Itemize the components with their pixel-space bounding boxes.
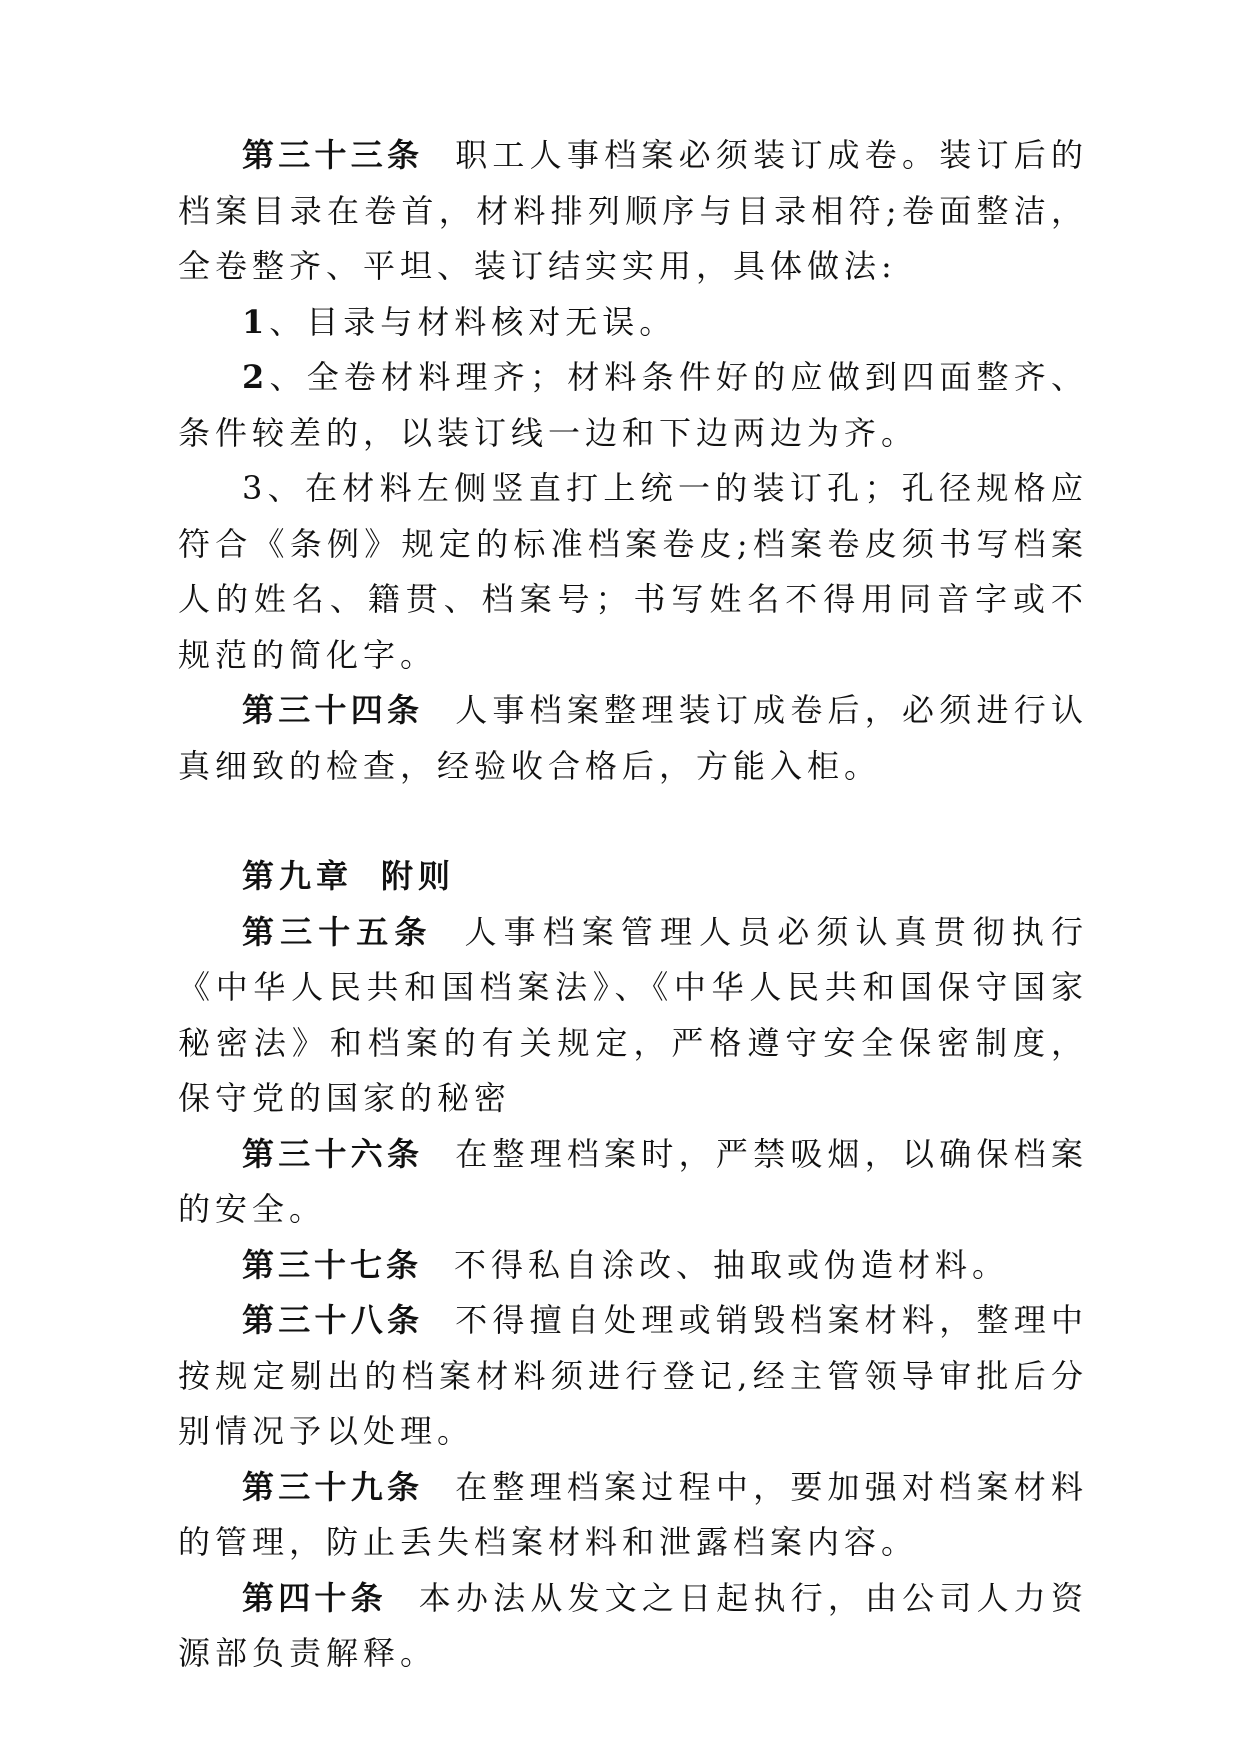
article-body: 在整理档案过程中，要加强对档案材料的管理，防止丢失档案材料和泄露档案内容。 bbox=[178, 1467, 1088, 1561]
item-separator: 、 bbox=[267, 469, 305, 507]
article-title: 第三十九条 bbox=[242, 1467, 424, 1506]
item-separator: 、 bbox=[269, 302, 307, 341]
article-body: 职工人事档案必须装订成卷。装订后的档案目录在卷首，材料排列顺序与目录相符;卷面整洁，全卷整齐、平坦、装订结实实用，具体做法: bbox=[178, 136, 1088, 285]
list-item-2 bbox=[178, 350, 1088, 461]
article-body: 人事档案整理装订成卷后，必须进行认真细致的检查，经验收合格后，方能入柜。 bbox=[178, 691, 1088, 785]
article-title: 第三十六条 bbox=[242, 1134, 424, 1173]
item-text: 目录与材料核对无误。 bbox=[306, 302, 677, 341]
item-number: 2 bbox=[242, 358, 270, 396]
article-38 bbox=[178, 1293, 1088, 1460]
article-35 bbox=[178, 905, 1088, 1127]
article-title: 第三十三条 bbox=[242, 136, 424, 174]
document-page bbox=[178, 128, 1088, 1682]
chapter-name: 附则 bbox=[381, 857, 456, 895]
article-title: 第四十条 bbox=[242, 1578, 387, 1617]
article-title: 第三十四条 bbox=[242, 691, 424, 729]
section-gap bbox=[178, 794, 1088, 849]
article-34 bbox=[178, 683, 1088, 794]
item-number: 3 bbox=[242, 469, 268, 507]
list-item-1 bbox=[178, 295, 1088, 351]
article-body: 不得擅自处理或销毁档案材料，整理中按规定剔出的档案材料须进行登记,经主管领导审批后分别情况予以处理。 bbox=[178, 1301, 1088, 1450]
article-body: 在整理档案时，严禁吸烟，以确保档案的安全。 bbox=[178, 1134, 1088, 1228]
article-33 bbox=[178, 128, 1088, 295]
article-body: 人事档案管理人员必须认真贯彻执行《中华人民共和国档案法》、《中华人民共和国保守国家秘密法》和档案的有关规定，严格遵守安全保密制度，保守党的国家的秘密 bbox=[178, 912, 1088, 1117]
item-text: 在材料左侧竖直打上统一的装订孔；孔径规格应符合《条例》规定的标准档案卷皮;档案卷皮须书写档案人的姓名、籍贯、档案号；书写姓名不得用同音字或不规范的简化字。 bbox=[178, 469, 1088, 674]
article-body: 本办法从发文之日起执行，由公司人力资源部负责解释。 bbox=[178, 1578, 1088, 1672]
article-title: 第三十七条 bbox=[242, 1245, 423, 1284]
article-title: 第三十五条 bbox=[242, 912, 433, 951]
list-item-3 bbox=[178, 461, 1088, 683]
article-body: 不得私自涂改、抽取或伪造材料。 bbox=[454, 1245, 1010, 1284]
item-text: 全卷材料理齐；材料条件好的应做到四面整齐、条件较差的，以装订线一边和下边两边为齐。 bbox=[178, 358, 1088, 452]
item-separator: 、 bbox=[269, 358, 307, 396]
article-37 bbox=[178, 1238, 1088, 1294]
chapter-number: 第九章 bbox=[242, 857, 354, 895]
article-36 bbox=[178, 1127, 1088, 1238]
article-39 bbox=[178, 1460, 1088, 1571]
chapter-heading bbox=[178, 849, 1088, 905]
item-number: 1 bbox=[242, 302, 270, 341]
article-title: 第三十八条 bbox=[242, 1301, 424, 1339]
article-40 bbox=[178, 1571, 1088, 1682]
